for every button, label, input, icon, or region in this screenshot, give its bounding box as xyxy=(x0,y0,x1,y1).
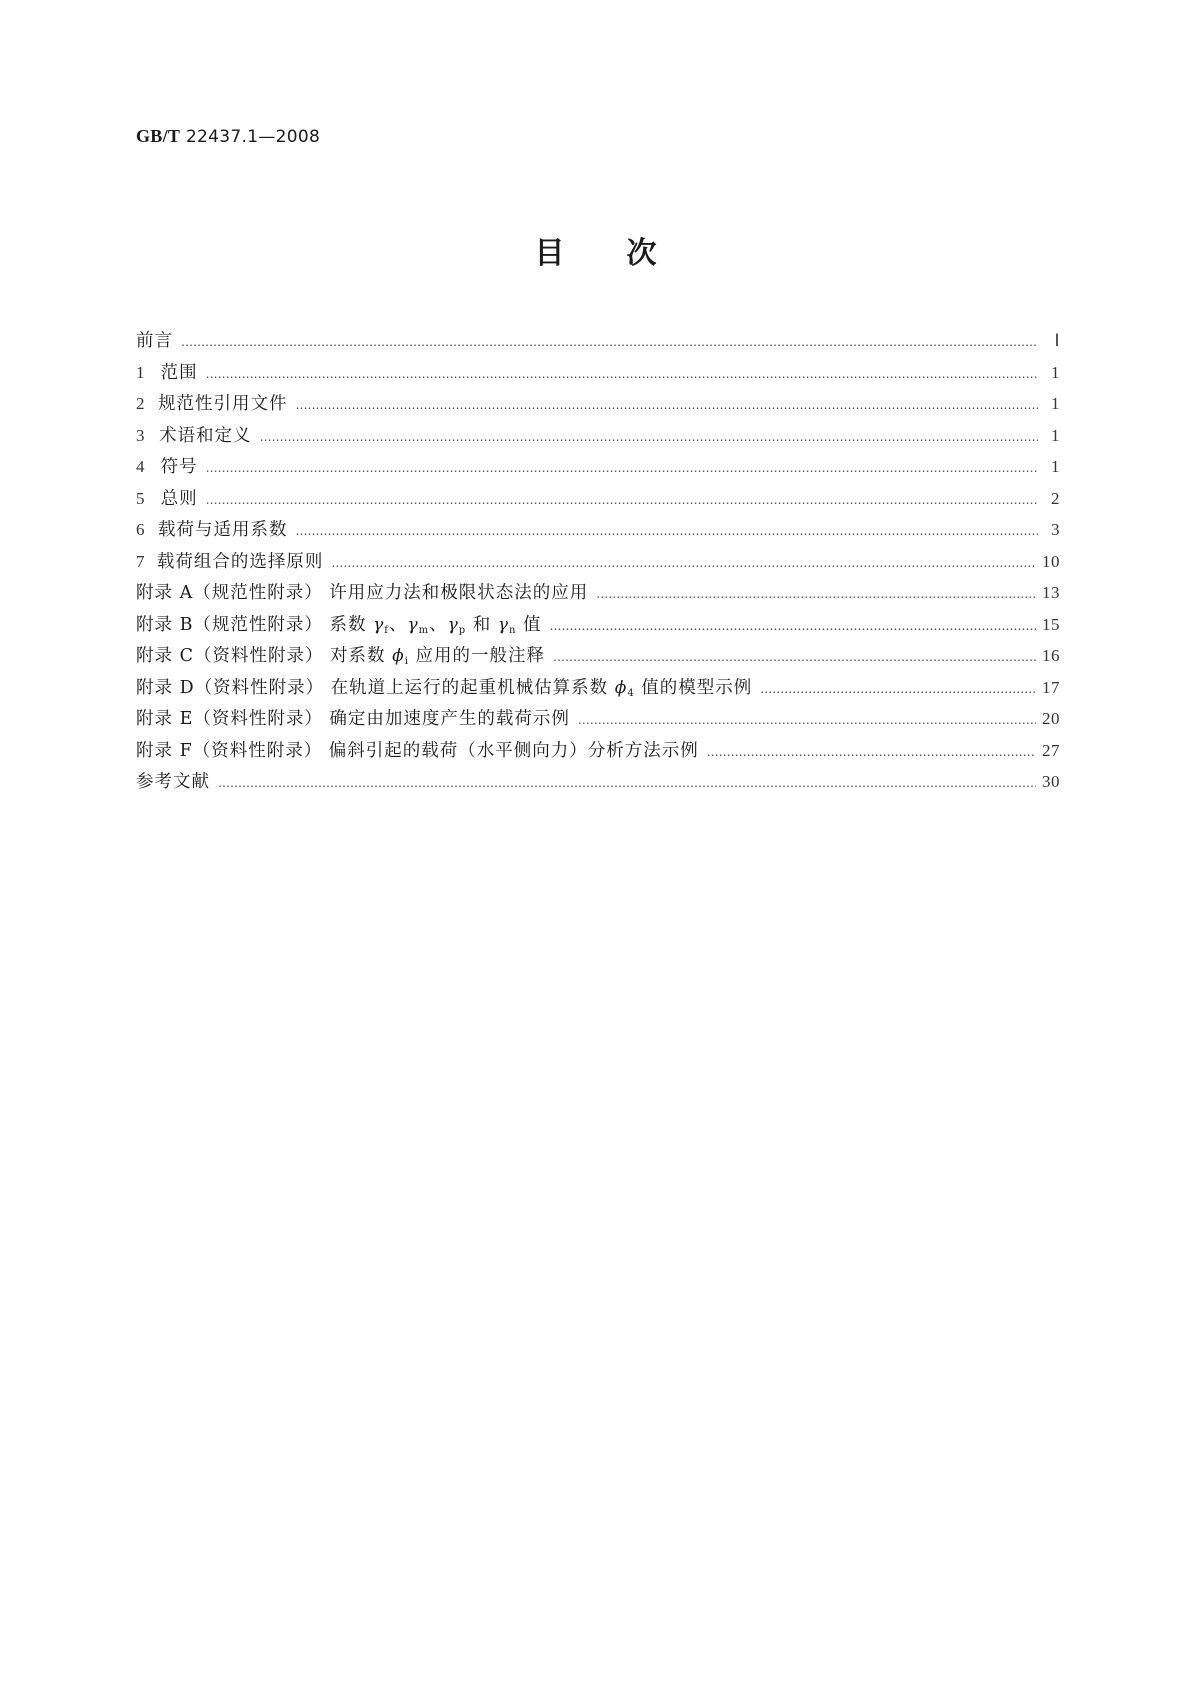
gamma-glyph: γ xyxy=(447,614,459,635)
dot-leader xyxy=(181,335,1038,349)
subscript-p: p xyxy=(458,624,467,636)
toc-entry-annex-b[interactable] xyxy=(136,611,1060,643)
dot-leader xyxy=(296,398,1039,412)
dot-leader xyxy=(260,430,1038,444)
toc-entry-label: 术语和定义 xyxy=(159,425,252,446)
toc-entry-number: 1 xyxy=(136,362,146,382)
toc-entry-number: 2 xyxy=(136,394,146,413)
toc-entry-page: 27 xyxy=(1042,740,1060,760)
toc-entry-page: 1 xyxy=(1051,362,1060,382)
toc-entry-label: 附录 A（规范性附录） 许用应力法和极限状态法的应用 xyxy=(136,583,589,603)
subscript-4: 4 xyxy=(627,687,635,699)
toc-entry-label xyxy=(136,674,752,699)
subscript-i: i xyxy=(404,656,409,667)
standard-code-number: 22437.1—2008 xyxy=(185,127,321,147)
toc-entry-number: 6 xyxy=(136,520,146,539)
phi-4-symbol xyxy=(615,678,635,698)
dot-leader xyxy=(218,776,1036,790)
toc-entry-annex-d[interactable] xyxy=(136,674,1060,706)
subscript-m: m xyxy=(418,624,430,636)
toc-entry-annex-f[interactable] xyxy=(136,737,1060,769)
dot-leader xyxy=(206,461,1038,475)
toc-entry-page: Ⅰ xyxy=(1054,331,1060,350)
toc-entry-page: 20 xyxy=(1042,709,1060,728)
dot-leader xyxy=(331,556,1036,570)
gamma-m-symbol xyxy=(407,615,429,635)
toc-entry-7[interactable] xyxy=(136,548,1060,580)
toc-entry-label: 规范性引用文件 xyxy=(158,394,288,414)
standard-code-prefix: GB/T xyxy=(136,126,181,146)
toc-entry-annex-e[interactable] xyxy=(136,705,1060,737)
subscript-n: n xyxy=(509,624,517,636)
and-text: 和 xyxy=(472,614,492,635)
standard-code-header xyxy=(136,126,320,147)
toc-entry-page: 1 xyxy=(1051,457,1060,476)
dot-leader xyxy=(707,745,1036,759)
toc-entry-number: 4 xyxy=(136,457,146,476)
toc-entry-page: 10 xyxy=(1042,551,1060,571)
gamma-p-symbol xyxy=(448,615,467,635)
toc-entry-page: 1 xyxy=(1051,425,1060,445)
toc-entry-label xyxy=(136,611,542,636)
dot-leader xyxy=(206,493,1038,507)
toc-entry-4[interactable] xyxy=(136,453,1060,485)
annex-c-label-prefix: 附录 C（资料性附录） 对系数 xyxy=(136,646,386,666)
gamma-glyph: γ xyxy=(497,614,510,635)
toc-entry-number: 5 xyxy=(136,488,146,508)
subscript-f: f xyxy=(384,624,389,636)
separator: 、 xyxy=(429,614,448,635)
toc-entry-label: 附录 F（资料性附录） 偏斜引起的载荷（水平侧向力）分析方法示例 xyxy=(136,740,699,761)
toc-entry-page: 16 xyxy=(1042,646,1060,665)
gamma-f-symbol xyxy=(373,615,389,635)
annex-c-label-suffix: 应用的一般注释 xyxy=(415,646,545,666)
phi-glyph: ϕ xyxy=(614,677,628,698)
toc-entry-page: 13 xyxy=(1042,583,1060,602)
dot-leader xyxy=(578,713,1036,727)
dot-leader xyxy=(550,619,1036,633)
phi-i-symbol xyxy=(392,646,409,666)
toc-entry-label: 总则 xyxy=(160,488,198,509)
toc-entry-3[interactable] xyxy=(136,422,1060,454)
toc-entry-label: 载荷组合的选择原则 xyxy=(156,551,324,572)
toc-entry-6[interactable] xyxy=(136,516,1060,548)
toc-entry-number: 7 xyxy=(136,551,146,571)
toc-entry-annex-a[interactable] xyxy=(136,579,1060,611)
toc-entry-label: 前言 xyxy=(136,331,173,351)
toc-entry-label xyxy=(136,642,545,667)
toc-entry-page: 1 xyxy=(1051,394,1060,413)
toc-entry-number: 3 xyxy=(136,425,146,445)
toc-entry-preface[interactable] xyxy=(136,327,1060,359)
toc-entry-page: 30 xyxy=(1042,772,1060,791)
toc-entry-page: 15 xyxy=(1042,614,1060,634)
toc-entry-annex-c[interactable] xyxy=(136,642,1060,674)
table-of-contents xyxy=(136,327,1060,800)
toc-entry-label: 范围 xyxy=(160,362,198,383)
annex-d-label-suffix: 值的模型示例 xyxy=(641,677,753,698)
dot-leader xyxy=(760,682,1036,696)
dot-leader xyxy=(553,650,1036,664)
toc-entry-page: 17 xyxy=(1042,677,1060,697)
gamma-glyph: γ xyxy=(373,614,385,635)
phi-glyph: ϕ xyxy=(392,646,405,666)
dot-leader xyxy=(206,367,1038,381)
gamma-n-symbol xyxy=(498,615,517,635)
toc-entry-5[interactable] xyxy=(136,485,1060,517)
annex-b-label-suffix: 值 xyxy=(523,614,542,635)
toc-entry-2[interactable] xyxy=(136,390,1060,422)
gamma-glyph: γ xyxy=(407,614,419,635)
toc-entry-label: 参考文献 xyxy=(136,772,210,792)
toc-entry-label: 附录 E（资料性附录） 确定由加速度产生的载荷示例 xyxy=(136,709,570,729)
annex-b-label-prefix: 附录 B（规范性附录） 系数 xyxy=(136,614,367,635)
toc-entry-label: 载荷与适用系数 xyxy=(158,520,288,540)
toc-entry-1[interactable] xyxy=(136,359,1060,391)
toc-entry-page: 3 xyxy=(1051,520,1060,539)
toc-entry-references[interactable] xyxy=(136,768,1060,800)
dot-leader xyxy=(596,587,1036,601)
toc-entry-label: 符号 xyxy=(160,457,198,477)
page-title: 目次 xyxy=(534,236,719,271)
toc-entry-page: 2 xyxy=(1051,488,1060,508)
dot-leader xyxy=(296,524,1039,538)
separator: 、 xyxy=(388,614,408,635)
annex-d-label-prefix: 附录 D（资料性附录） 在轨道上运行的起重机械估算系数 xyxy=(136,677,609,698)
